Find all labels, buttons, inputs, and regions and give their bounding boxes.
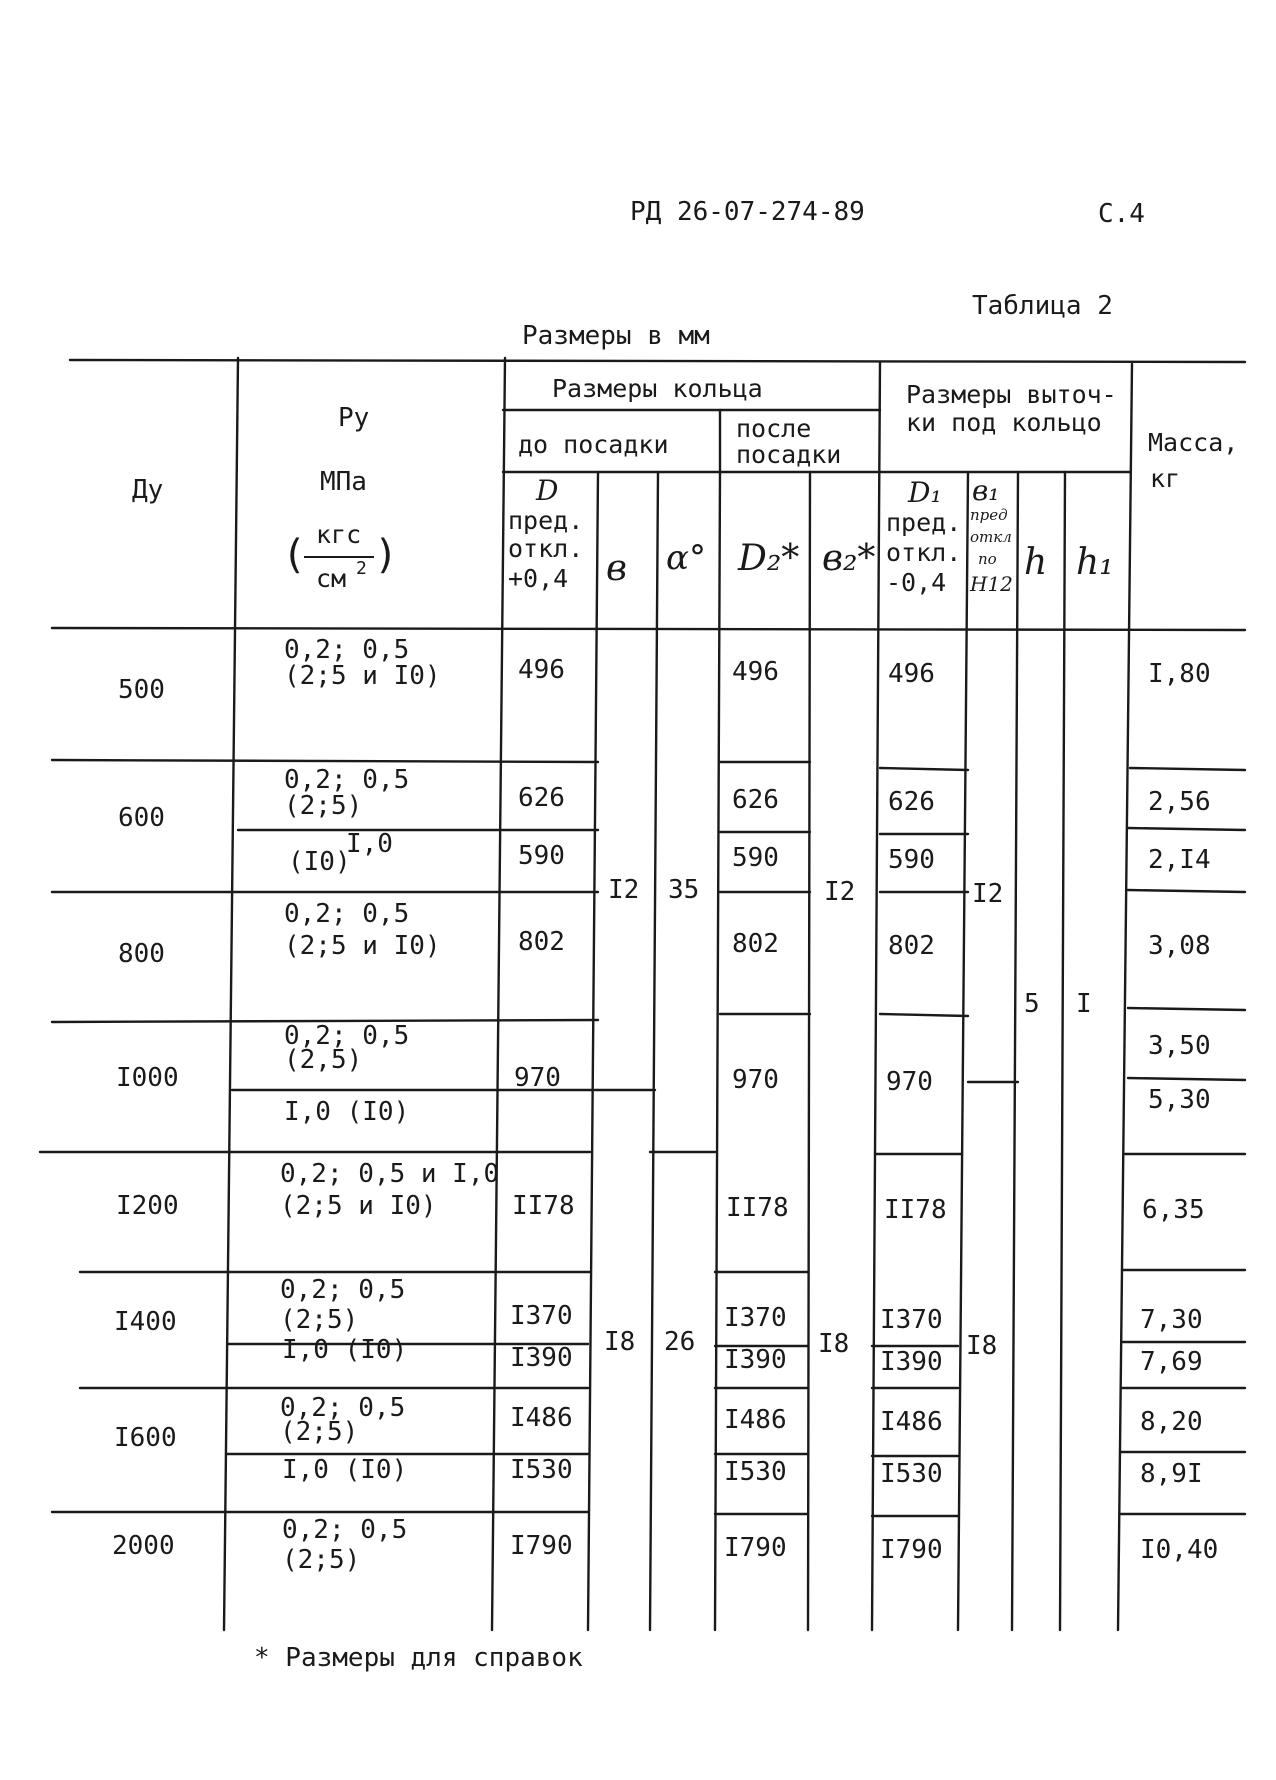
cell-du: 500 xyxy=(118,675,165,705)
cell-D: 496 xyxy=(518,655,565,685)
cell-D2: I486 xyxy=(724,1405,787,1435)
cell-py: I,0 (I0) xyxy=(284,1097,410,1127)
merged-alpha-bottom: 26 xyxy=(664,1327,696,1357)
merged-b-bottom: I8 xyxy=(604,1327,636,1357)
cell-D: I486 xyxy=(510,1403,573,1433)
cell-py-superscript: I,0 xyxy=(346,829,393,859)
cell-D1: I390 xyxy=(880,1347,943,1377)
cell-D2: 970 xyxy=(732,1065,779,1095)
cell-D1: II78 xyxy=(884,1195,947,1225)
cell-D: I370 xyxy=(510,1301,573,1331)
header-D1: D₁ xyxy=(908,476,942,509)
header-groove-group-1: Размеры выточ- xyxy=(906,380,1117,409)
cell-du: 800 xyxy=(118,939,165,969)
cell-mass: 8,20 xyxy=(1140,1407,1203,1437)
header-du: Ду xyxy=(132,475,164,505)
units-note: Размеры в мм xyxy=(522,321,710,351)
cell-py: (2;5) xyxy=(284,791,363,821)
cell-py: 0,2; 0,5 xyxy=(280,1275,406,1305)
header-b: в xyxy=(606,548,627,589)
header-alpha: α° xyxy=(666,538,706,578)
cell-D: 970 xyxy=(514,1063,561,1093)
cell-py: (2;5) xyxy=(280,1305,359,1335)
footnote: * Размеры для справок xyxy=(254,1643,583,1673)
cell-py: (2;5) xyxy=(280,1417,359,1447)
table-label: Таблица 2 xyxy=(972,291,1113,321)
cell-D: I530 xyxy=(510,1455,573,1485)
cell-D: 590 xyxy=(518,841,565,871)
cell-D: 626 xyxy=(518,783,565,813)
cell-D2: 802 xyxy=(732,929,779,959)
header-b1-sub3: по xyxy=(978,550,997,568)
py-alt-exponent: 2 xyxy=(356,558,367,579)
cell-mass: 7,30 xyxy=(1140,1305,1203,1335)
cell-D2: 496 xyxy=(732,657,779,687)
cell-mass: 8,9I xyxy=(1140,1459,1203,1489)
cell-du: I000 xyxy=(116,1063,179,1093)
merged-b-top: I2 xyxy=(608,875,640,905)
cell-D: I790 xyxy=(510,1531,573,1561)
header-D-sub1: пред. xyxy=(508,506,584,535)
cell-mass: 3,50 xyxy=(1148,1031,1211,1061)
cell-py: 0,2; 0,5 и I,0 xyxy=(280,1159,500,1189)
merged-b2-bottom: I8 xyxy=(818,1329,850,1359)
cell-D1: I790 xyxy=(880,1535,943,1565)
header-D-sub2: откл. xyxy=(508,534,584,563)
header-py-alt-unit: ( кгс см 2 ) xyxy=(282,520,399,593)
cell-D1: I486 xyxy=(880,1407,943,1437)
cell-du: I600 xyxy=(114,1423,177,1453)
cell-D2: I390 xyxy=(724,1345,787,1375)
header-D1-sub1: пред. xyxy=(886,508,962,537)
cell-py: (2,5) xyxy=(284,1045,363,1075)
cell-py: I,0 (I0) xyxy=(282,1455,408,1485)
cell-py: 0,2; 0,5 xyxy=(282,1515,408,1545)
cell-mass: 7,69 xyxy=(1140,1347,1203,1377)
document-code: РД 26-07-274-89 xyxy=(630,197,865,227)
py-alt-denominator: см xyxy=(316,564,347,593)
merged-alpha-top: 35 xyxy=(668,875,700,905)
header-b1-sub1: пред xyxy=(970,506,1008,524)
header-mass-2: кг xyxy=(1150,464,1181,493)
cell-mass: I0,40 xyxy=(1140,1535,1219,1565)
cell-mass: 5,30 xyxy=(1148,1085,1211,1115)
header-py-symbol: Py xyxy=(338,403,370,433)
header-D1-sub2: откл. xyxy=(886,538,962,567)
header-before-fit: до посадки xyxy=(518,430,669,459)
py-alt-numerator: кгс xyxy=(316,520,362,549)
cell-py: 0,2; 0,5 xyxy=(284,899,410,929)
header-h: h xyxy=(1024,542,1048,583)
cell-py: I,0 (I0) xyxy=(282,1335,408,1365)
cell-py: 0,2; 0,5 xyxy=(280,1393,406,1423)
header-h1: h₁ xyxy=(1076,542,1114,583)
cell-D1: 802 xyxy=(888,931,935,961)
header-D1-sub3: -0,4 xyxy=(886,568,947,597)
header-D2: D₂* xyxy=(738,538,800,579)
cell-D2: I790 xyxy=(724,1533,787,1563)
merged-b1-bottom: I8 xyxy=(966,1331,998,1361)
cell-D2: I530 xyxy=(724,1457,787,1487)
cell-py: 0,2; 0,5 xyxy=(284,635,410,665)
cell-py: (I0) xyxy=(288,847,351,877)
cell-D: 802 xyxy=(518,927,565,957)
cell-mass: 2,56 xyxy=(1148,787,1211,817)
cell-D2: I370 xyxy=(724,1303,787,1333)
header-after-fit-1: после xyxy=(736,414,812,443)
header-ring-group: Размеры кольца xyxy=(552,374,763,403)
header-b2: в₂* xyxy=(822,538,876,579)
cell-py: 0,2; 0,5 xyxy=(284,765,410,795)
header-mass-1: Масса, xyxy=(1148,428,1239,457)
cell-du: 2000 xyxy=(112,1531,175,1561)
cell-py: 0,2; 0,5 xyxy=(284,1021,410,1051)
cell-py: (2;5 и I0) xyxy=(284,931,441,961)
merged-h: 5 xyxy=(1024,989,1040,1019)
header-D: D xyxy=(536,474,559,507)
cell-mass: 6,35 xyxy=(1142,1195,1205,1225)
cell-D2: 626 xyxy=(732,785,779,815)
cell-D1: 970 xyxy=(886,1067,933,1097)
header-b1: в₁ xyxy=(972,474,1000,507)
cell-D: II78 xyxy=(512,1191,575,1221)
merged-b1-top: I2 xyxy=(972,879,1004,909)
header-D-sub3: +0,4 xyxy=(508,564,569,593)
cell-mass: I,80 xyxy=(1148,659,1211,689)
cell-D1: 626 xyxy=(888,787,935,817)
header-groove-group-2: ки под кольцо xyxy=(906,408,1102,437)
cell-D: I390 xyxy=(510,1343,573,1373)
cell-D1: 590 xyxy=(888,845,935,875)
cell-du: 600 xyxy=(118,803,165,833)
page-number: С.4 xyxy=(1098,199,1145,229)
cell-mass: 3,08 xyxy=(1148,931,1211,961)
cell-py: (2;5 и I0) xyxy=(280,1191,437,1221)
cell-du: I400 xyxy=(114,1307,177,1337)
header-b1-sub4: H12 xyxy=(970,572,1013,596)
header-py-unit: МПа xyxy=(320,467,367,497)
cell-mass: 2,I4 xyxy=(1148,845,1211,875)
header-after-fit-2: посадки xyxy=(736,440,842,469)
cell-D1: I530 xyxy=(880,1459,943,1489)
cell-D1: 496 xyxy=(888,659,935,689)
cell-py: (2;5) xyxy=(282,1545,361,1575)
cell-D2: II78 xyxy=(726,1193,789,1223)
cell-du: I200 xyxy=(116,1191,179,1221)
merged-b2-top: I2 xyxy=(824,877,856,907)
cell-D1: I370 xyxy=(880,1305,943,1335)
cell-D2: 590 xyxy=(732,843,779,873)
header-b1-sub2: откл xyxy=(970,528,1012,546)
merged-h1: I xyxy=(1076,989,1092,1019)
cell-py: (2;5 и I0) xyxy=(284,661,441,691)
